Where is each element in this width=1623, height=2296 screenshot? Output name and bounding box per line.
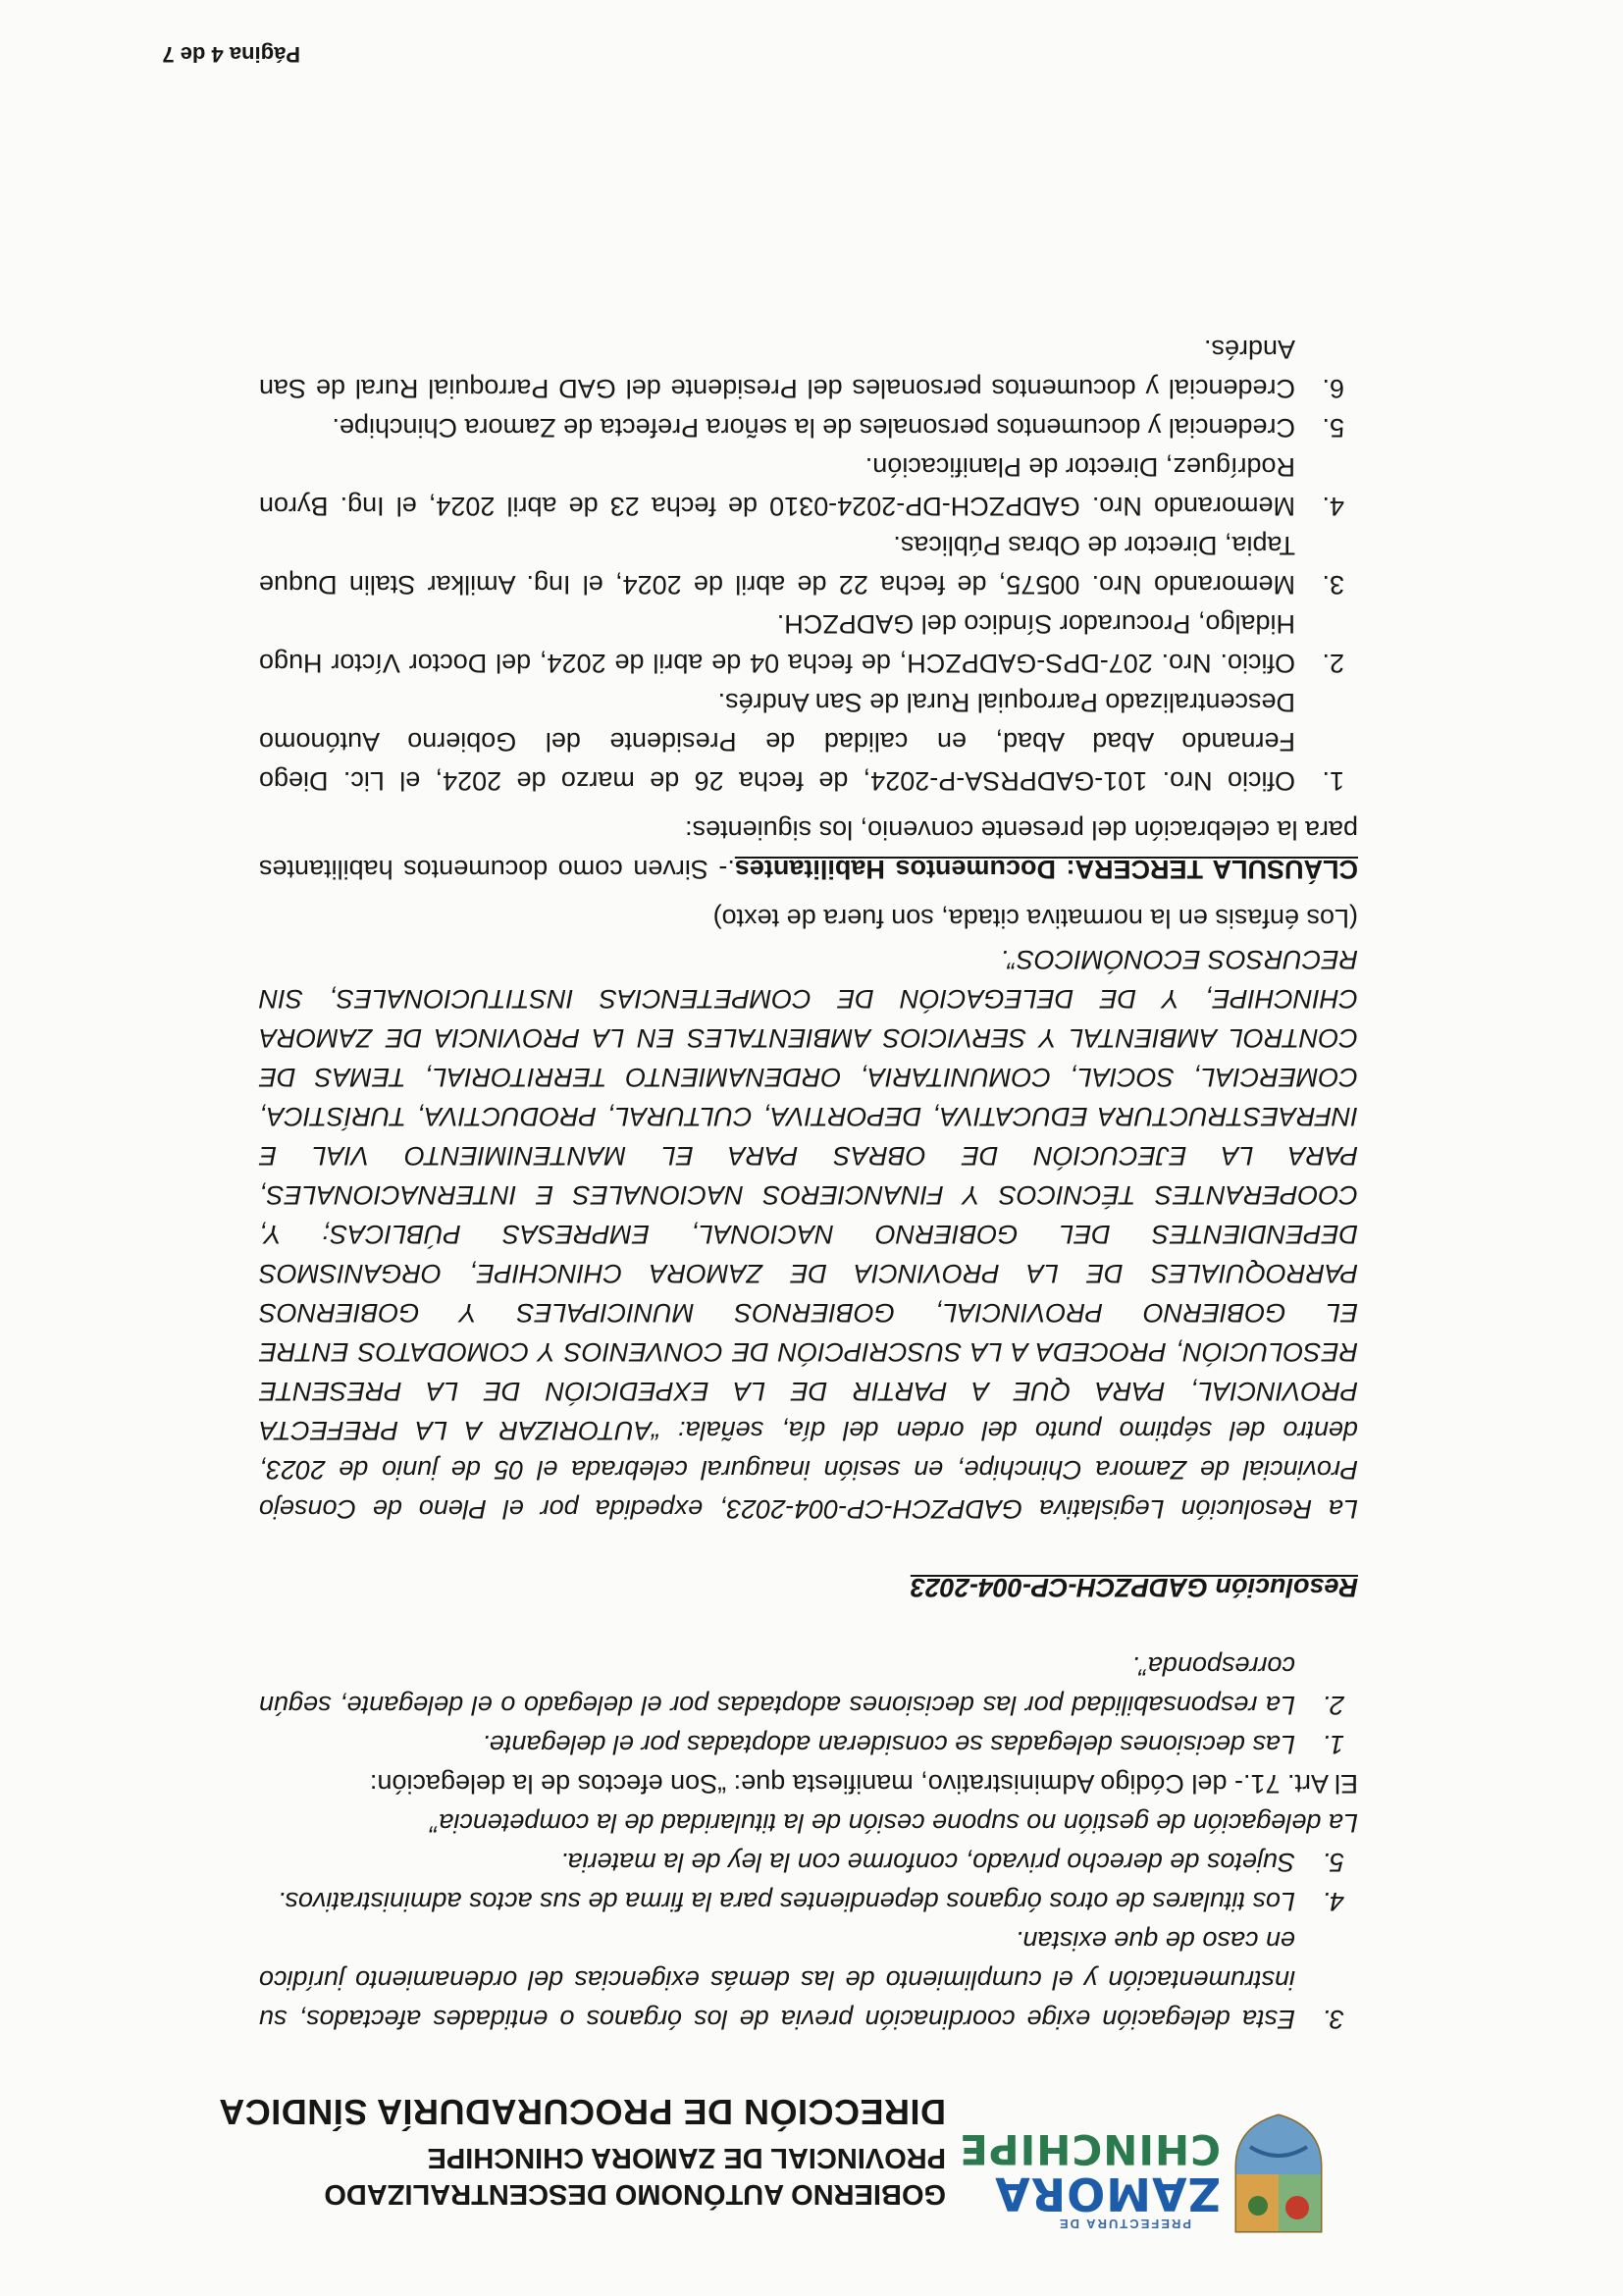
list-text: Oficio. Nro. 207-DPS-GADPZCH, de fecha 04 de abril de 2024, del Doctor Víctor Hugo Hidalgo, Procurador Síndico del GADPZCH.: [259, 609, 1295, 678]
list-text: Memorando Nro. 00575, de fecha 22 de abril de 2024, el Ing. Amilkar Stalin Duque Tapia, Director de Obras Públicas.: [259, 531, 1295, 600]
resolution-heading: Resolución GADPZCH-CP-004-2023: [910, 1573, 1358, 1602]
delegation-list: [259, 1843, 1358, 2039]
clause-heading: CLÁUSULA TERCERA: Documentos Habilitantes: [734, 855, 1358, 884]
list-number: 1.: [1322, 766, 1344, 796]
list-item: [259, 408, 1358, 447]
resolution-text: La Resolución Legislativa GADPZCH-CP-004-2023, expedida por el Pleno de Consejo Provincial de Zamora Chinchipe, en sesión inaugural celebrada el 05 de junio de 2023, dentro del séptimo punto del orden del día, señala: “AUTORIZAR A LA PREFECTA PROVINCIAL, PARA QUE A PARTIR DE LA EXPEDICIÓN DE LA PRESENTE RESOLUCIÓN, PROCEDA A LA SUSCRIPCIÓN DE CONVENIOS Y COMODATOS ENTRE EL GOBIERNO PROVINCIAL, GOBIERNOS MUNICIPALES Y GOBIERNOS PARROQUIALES DE LA PROVINCIA DE ZAMORA CHINCHIPE, ORGANISMOS DEPENDIENTES DEL GOBIERNO NACIONAL, EMPRESAS PÚBLICAS; Y, COOPERANTES TÉCNICOS Y FINANCIEROS NACIONALES E INTERNACIONALES, PARA LA EJECUCIÓN DE OBRAS PARA EL MANTENIMIENTO VIAL E INFRAESTRUCTURA EDUCATIVA, DEPORTIVA, CULTURAL, PRODUCTIVA, TURÍSTICA, COMERCIAL, SOCIAL, COMUNITARIA, ORDENAMIENTO TERRITORIAL, TEMAS DE CONTROL AMBIENTAL Y SERVICIOS AMBIENTALES EN LA PROVINCIA DE ZAMORA CHINCHIPE, Y DE DELEGACIÓN DE COMPETENCIAS INSTITUCIONALES, SIN RECURSOS ECONÓMICOS”.: [259, 945, 1358, 1524]
emphasis-note: (Los énfasis en la normativa citada, son fuera de texto): [712, 904, 1358, 933]
logo-line-2: CHINCHIPE: [959, 2125, 1221, 2173]
list-number: 2.: [1322, 649, 1344, 678]
institution-line-2: PROVINCIAL DE ZAMORA CHINCHIPE: [427, 2142, 946, 2173]
list-number: 5.: [1322, 413, 1344, 443]
list-text: Oficio Nro. 101-GADPRSA-P-2024, de fecha 26 de marzo de 2024, el Lic. Diego Fernando Abad Abad, en calidad de Presidente del Gobierno Autónomo Descentralizado Parroquial Rural de San Andrés.: [259, 688, 1295, 796]
list-number: 2.: [1322, 1691, 1344, 1720]
list-item: [259, 526, 1358, 604]
list-number: 1.: [1322, 1730, 1344, 1759]
department-name: DIRECCIÓN DE PROCURADURÍA SÍNDICA: [218, 2092, 946, 2132]
institution-block: [200, 2090, 946, 2212]
list-text: Sujetos de derecho privado, conforme con la ley de la materia.: [560, 1848, 1295, 1877]
list-item: [259, 447, 1358, 526]
list-item: [259, 1725, 1358, 1764]
list-number: 3.: [1322, 570, 1344, 600]
document-body: [259, 330, 1358, 2039]
list-item: [259, 1882, 1358, 1921]
clause-text: .- Sirven como documentos habilitantes para la celebración del presente convenio, los siguientes:: [259, 815, 1358, 884]
list-number: 3.: [1322, 2005, 1344, 2034]
list-item: [259, 1646, 1358, 1725]
documents-list: [259, 330, 1358, 801]
prefectura-logo: [959, 2104, 1221, 2231]
list-text: Esta delegación exige coordinación previa de los órganos o entidades afectados, su instrumentación y el cumplimiento de las demás exigencias del ordenamiento jurídico en caso de que existan.: [259, 1926, 1295, 2034]
list-text: Credencial y documentos personales de la señora Prefecta de Zamora Chinchipe.: [332, 413, 1295, 443]
institution-line-1: GOBIERNO AUTÓNOMO DESCENTRALIZADO: [324, 2178, 946, 2210]
list-number: 4.: [1322, 1887, 1344, 1916]
delegation-note: La delegación de gestión no supone cesión de la titularidad de la competencia”: [430, 1808, 1358, 1838]
letterhead: [0, 2065, 1623, 2296]
logo-line-1: ZAMORA: [994, 2167, 1221, 2220]
list-text: Las decisiones delegadas se consideran adoptadas por el delegante.: [482, 1730, 1295, 1759]
list-item: [259, 604, 1358, 683]
list-item: [259, 683, 1358, 801]
list-item: [259, 1843, 1358, 1882]
list-text: Credencial y documentos personales del Presidente del GAD Parroquial Rural de San Andrés.: [259, 335, 1295, 403]
list-text: La responsabilidad por las decisiones adoptadas por el delegado o el delegante, según corresponda”.: [259, 1651, 1295, 1720]
list-text: Los titulares de otros órganos dependientes para la firma de sus actos administrativos.: [277, 1887, 1295, 1916]
list-item: [259, 330, 1358, 408]
list-number: 4.: [1322, 492, 1344, 521]
list-text: Memorando Nro. GADPZCH-DP-2024-0310 de fecha 23 de abril 2024, el Ing. Byron Rodríguez, Director de Planificación.: [259, 452, 1295, 521]
list-item: [259, 1921, 1358, 2039]
page-number: Página 4 de 7: [162, 42, 300, 67]
list-number: 6.: [1322, 374, 1344, 403]
list-number: 5.: [1322, 1848, 1344, 1877]
clause-paragraph: [259, 810, 1358, 889]
coat-of-arms-icon: [1230, 2112, 1327, 2237]
logo-small-text: PREFECTURA DE: [1057, 2217, 1191, 2231]
art71-list: [259, 1646, 1358, 1764]
art71-intro: El Art. 71.- del Código Administrativo, manifiesta que: “Son efectos de la delegación:: [369, 1769, 1358, 1799]
